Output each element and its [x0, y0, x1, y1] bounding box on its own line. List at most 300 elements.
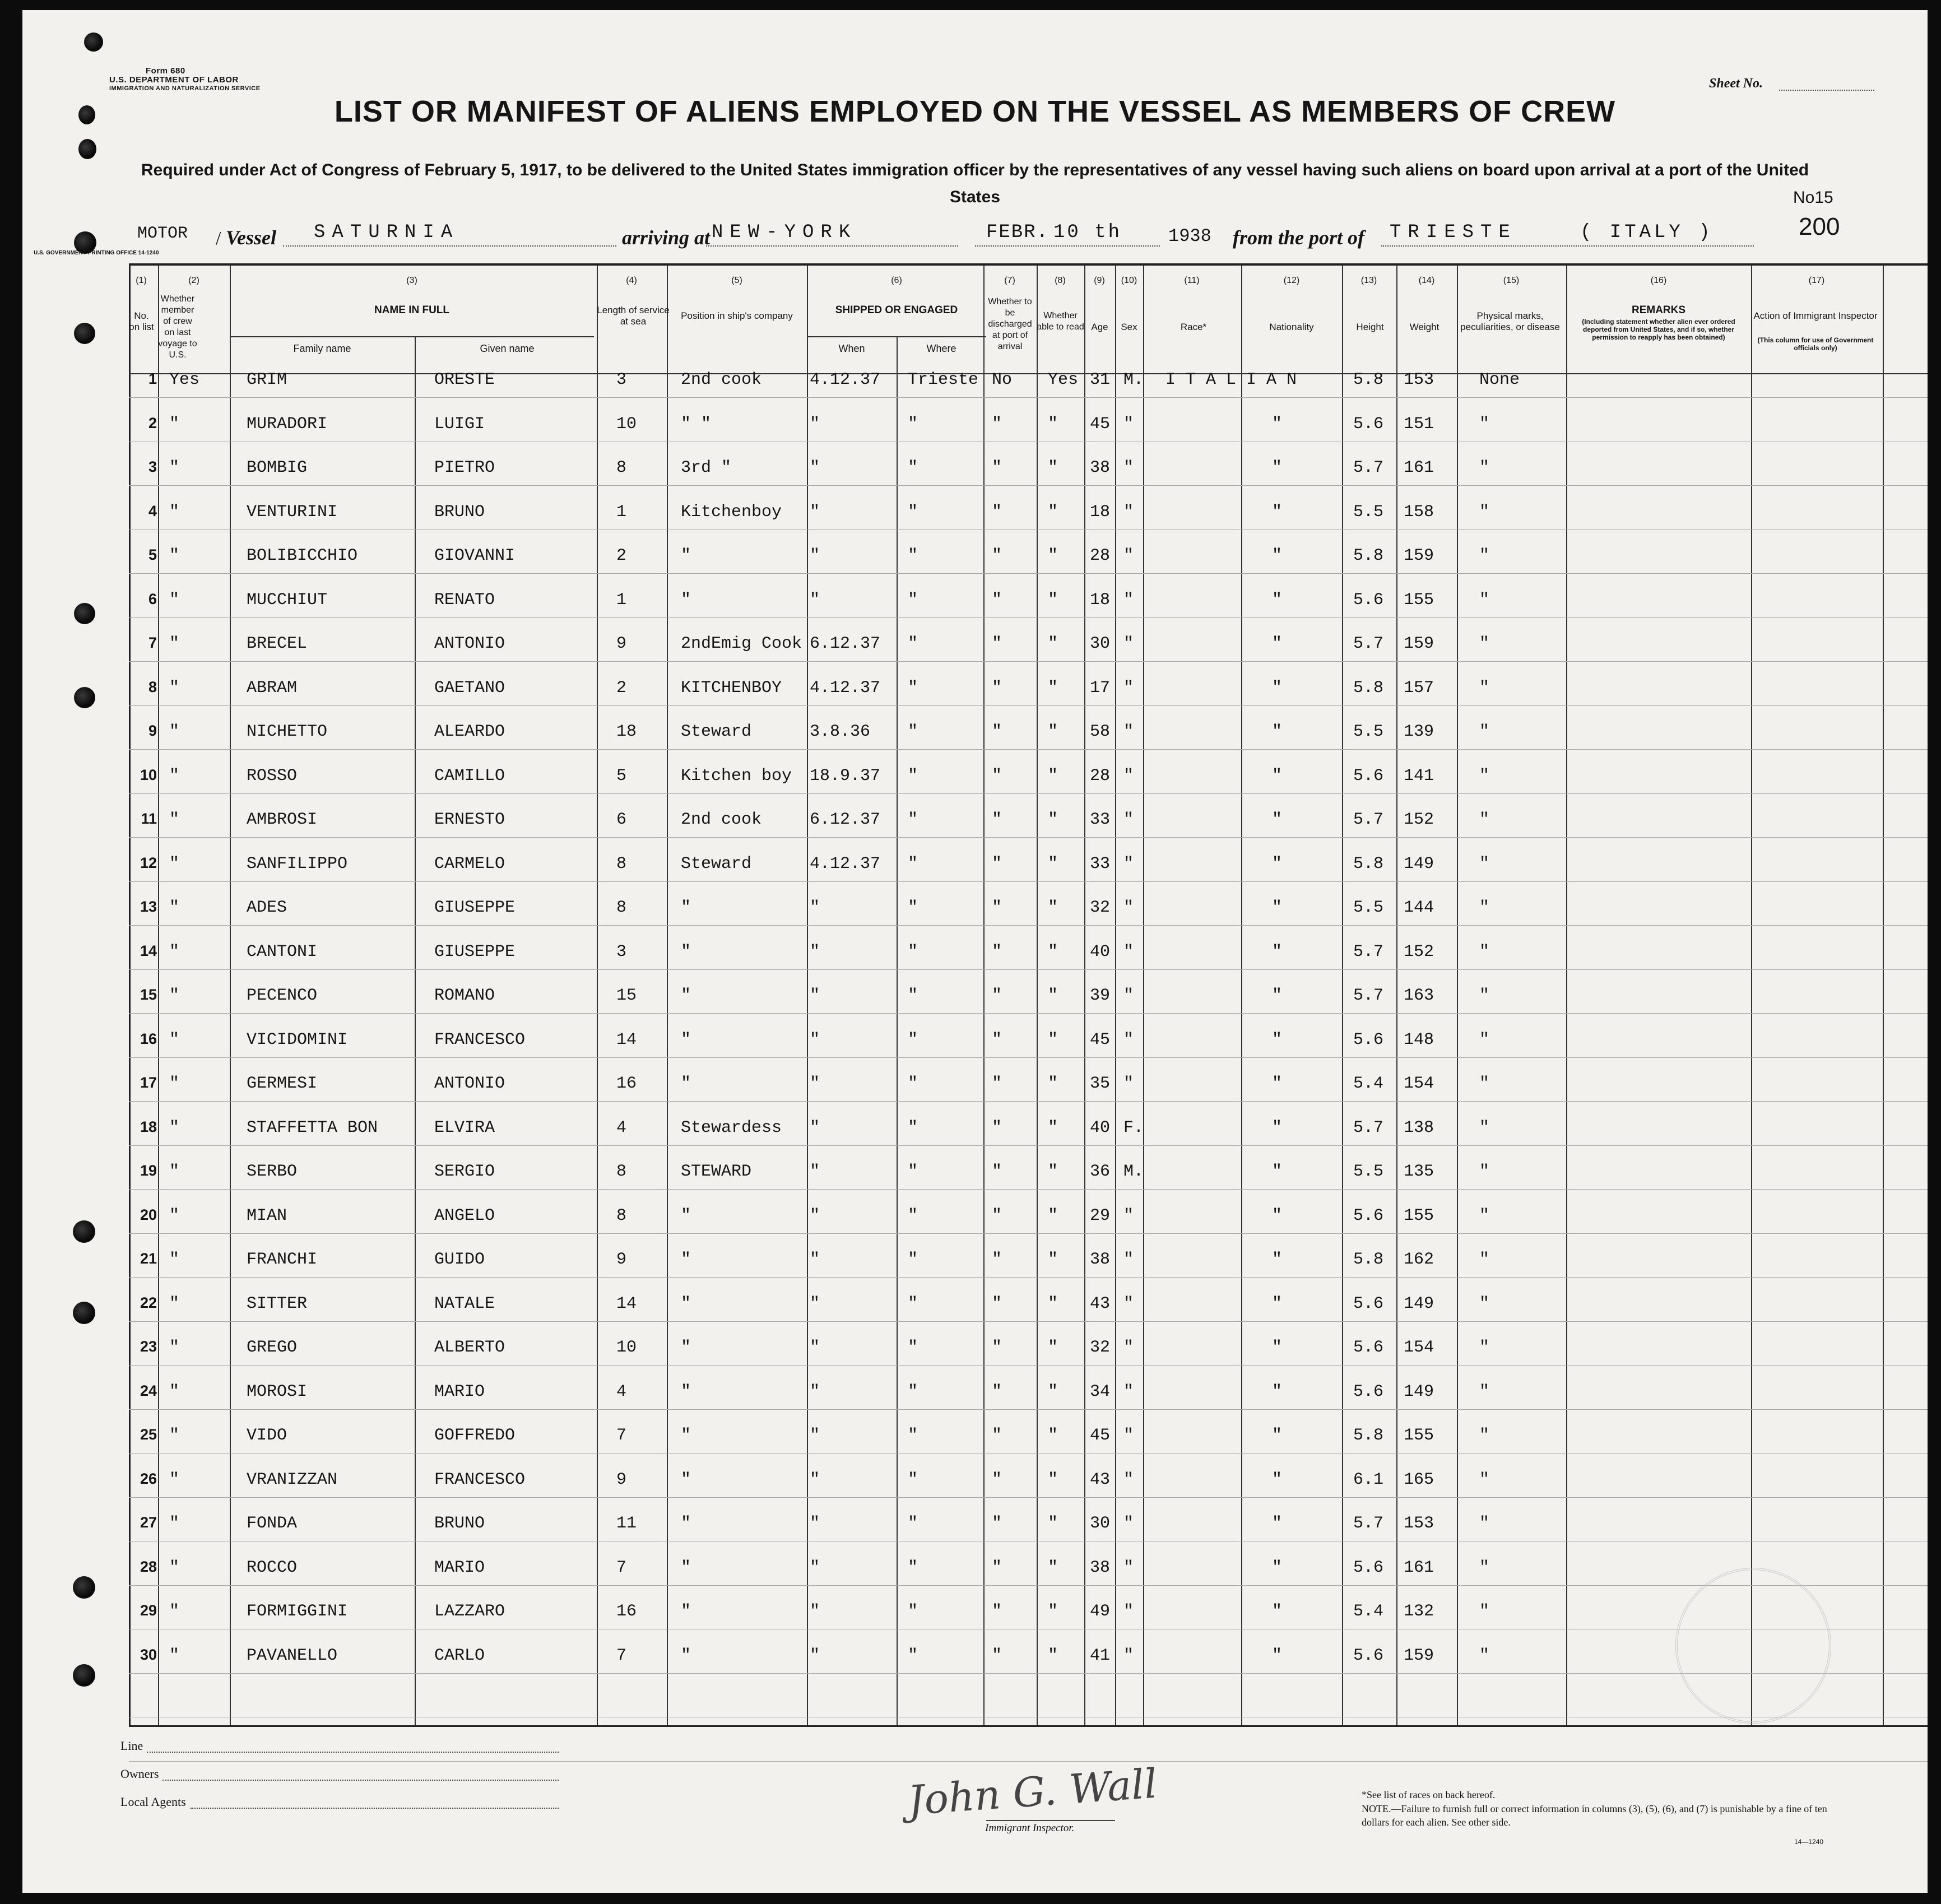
- cell-where: ": [908, 458, 918, 477]
- cell-weight: 158: [1404, 502, 1434, 522]
- cell-when: 6.12.37: [810, 634, 881, 653]
- cell-marks: ": [1479, 1382, 1490, 1401]
- cell-age: 41: [1090, 1646, 1111, 1665]
- sheet-number-label: Sheet No.: [1709, 76, 1763, 91]
- cell-where: Trieste: [908, 370, 979, 389]
- cell-when: ": [810, 898, 820, 917]
- cell-read: ": [1048, 546, 1058, 565]
- cell-marks: ": [1479, 1030, 1490, 1049]
- cell-when: 6.12.37: [810, 810, 881, 829]
- cell-marks: ": [1479, 590, 1490, 610]
- agents-field: [191, 1808, 559, 1809]
- cell-family: AMBROSI: [247, 810, 318, 829]
- cell-given: ERNESTO: [434, 810, 505, 829]
- cell-height: 5.7: [1353, 458, 1384, 477]
- cell-disch: ": [992, 1646, 1002, 1665]
- cell-height: 5.5: [1353, 898, 1384, 917]
- cell-svc: 16: [616, 1074, 637, 1093]
- cell-no: 14: [140, 942, 157, 959]
- cell-svc: 8: [616, 1162, 627, 1181]
- cell-marks: ": [1479, 986, 1490, 1005]
- cell-svc: 1: [616, 502, 627, 522]
- cell-prev: ": [169, 1162, 180, 1181]
- cell-family: ROSSO: [247, 766, 298, 786]
- cell-where: ": [908, 1470, 918, 1489]
- col3-header: NAME IN FULL: [374, 304, 450, 316]
- cell-nat: ": [1272, 722, 1283, 741]
- cell-pos: ": [681, 1426, 691, 1445]
- cell-when: 4.12.37: [810, 370, 881, 389]
- cell-height: 5.7: [1353, 1118, 1384, 1137]
- cell-svc: 14: [616, 1294, 637, 1313]
- cell-prev: ": [169, 458, 180, 477]
- cell-nat: ": [1272, 986, 1283, 1005]
- cell-read: ": [1048, 766, 1058, 786]
- cell-age: 45: [1090, 1030, 1111, 1049]
- cell-svc: 8: [616, 898, 627, 917]
- cell-prev: ": [169, 854, 180, 874]
- cell-disch: ": [992, 1470, 1002, 1489]
- cell-read: ": [1048, 1206, 1058, 1225]
- cell-sex: M.: [1123, 1162, 1144, 1181]
- cell-svc: 1: [616, 590, 627, 610]
- cell-svc: 18: [616, 722, 637, 741]
- cell-sex: ": [1123, 898, 1134, 917]
- row-rule: [129, 1233, 1928, 1234]
- cell-family: BOLIBICCHIO: [247, 546, 358, 565]
- cell-age: 30: [1090, 634, 1111, 653]
- cell-nat: ": [1272, 590, 1283, 610]
- cell-read: ": [1048, 502, 1058, 522]
- cell-disch: ": [992, 810, 1002, 829]
- cell-when: ": [810, 1602, 820, 1621]
- form-code: 14—1240: [1794, 1838, 1824, 1846]
- column-rule: [1084, 266, 1085, 1725]
- cell-read: ": [1048, 986, 1058, 1005]
- col17-header: Action of Immigrant Inspector: [1753, 310, 1878, 321]
- cell-age: 34: [1090, 1382, 1111, 1401]
- binder-hole: [73, 1664, 95, 1687]
- cell-nat: ": [1272, 1250, 1283, 1269]
- cell-read: ": [1048, 1646, 1058, 1665]
- inspector-signature: John G. Wall: [906, 1759, 1159, 1824]
- column-rule: [1342, 266, 1343, 1725]
- date-line: [975, 245, 1160, 247]
- cell-nat: ": [1272, 634, 1283, 653]
- cell-age: 40: [1090, 942, 1111, 962]
- cell-no: 12: [140, 854, 157, 871]
- vessel-name: SATURNIA: [314, 222, 459, 243]
- cell-prev: ": [169, 1602, 180, 1621]
- binder-hole: [73, 1576, 95, 1599]
- cell-family: PECENCO: [247, 986, 318, 1005]
- cell-read: ": [1048, 942, 1058, 962]
- cell-marks: ": [1479, 1338, 1490, 1357]
- row-rule: [129, 573, 1928, 574]
- cell-pos: Kitchenboy: [681, 502, 782, 522]
- cell-pos: ": [681, 942, 691, 962]
- cell-prev: ": [169, 1118, 180, 1137]
- cell-read: ": [1048, 898, 1058, 917]
- cell-where: ": [908, 810, 918, 829]
- column-number: (5): [731, 276, 742, 285]
- cell-where: ": [908, 942, 918, 962]
- cell-read: ": [1048, 854, 1058, 874]
- cell-weight: 148: [1404, 1030, 1434, 1049]
- cell-nat: ": [1272, 854, 1283, 874]
- cell-prev: ": [169, 898, 180, 917]
- cell-prev: ": [169, 1514, 180, 1533]
- cell-read: ": [1048, 1558, 1058, 1577]
- cell-disch: No: [992, 370, 1013, 389]
- col11-header: Race*: [1180, 322, 1207, 332]
- cell-nat: ": [1272, 766, 1283, 786]
- cell-pos: " ": [681, 414, 712, 434]
- cell-pos: ": [681, 1382, 691, 1401]
- cell-height: 5.6: [1353, 766, 1384, 786]
- cell-marks: ": [1479, 1426, 1490, 1445]
- column-number: (16): [1650, 276, 1667, 285]
- cell-family: STAFFETTA BON: [247, 1118, 378, 1137]
- cell-family: CANTONI: [247, 942, 318, 962]
- cell-marks: ": [1479, 1514, 1490, 1533]
- cell-read: ": [1048, 678, 1058, 698]
- header-divider: [129, 373, 1928, 374]
- cell-when: ": [810, 1118, 820, 1137]
- cell-no: 19: [140, 1162, 157, 1179]
- column-number: (6): [891, 276, 902, 285]
- cell-no: 30: [140, 1646, 157, 1663]
- cell-weight: 159: [1404, 634, 1434, 653]
- col15-header: Physical marks, peculiarities, or disease: [1460, 310, 1560, 332]
- cell-given: GOFFREDO: [434, 1426, 516, 1445]
- vessel-type: MOTOR: [137, 224, 188, 243]
- cell-disch: ": [992, 1558, 1002, 1577]
- cell-svc: 16: [616, 1602, 637, 1621]
- cell-nat: ": [1272, 458, 1283, 477]
- cell-marks: ": [1479, 942, 1490, 962]
- col14-header: Weight: [1409, 322, 1440, 332]
- cell-disch: ": [992, 634, 1002, 653]
- cell-read: ": [1048, 1426, 1058, 1445]
- cell-family: SITTER: [247, 1294, 308, 1313]
- cell-marks: ": [1479, 722, 1490, 741]
- cell-read: ": [1048, 1030, 1058, 1049]
- cell-weight: 139: [1404, 722, 1434, 741]
- cell-disch: ": [992, 1338, 1002, 1357]
- cell-disch: ": [992, 722, 1002, 741]
- cell-age: 31: [1090, 370, 1111, 389]
- cell-when: ": [810, 1470, 820, 1489]
- cell-pos: 3rd ": [681, 458, 732, 477]
- cell-when: ": [810, 414, 820, 434]
- cell-where: ": [908, 546, 918, 565]
- cell-where: ": [908, 1030, 918, 1049]
- department-name: U.S. DEPARTMENT OF LABOR: [109, 75, 239, 85]
- cell-marks: ": [1479, 1250, 1490, 1269]
- col13-header: Height: [1356, 322, 1384, 332]
- cell-weight: 149: [1404, 854, 1434, 874]
- cell-family: SERBO: [247, 1162, 298, 1181]
- cell-weight: 152: [1404, 942, 1434, 962]
- cell-prev: ": [169, 1558, 180, 1577]
- cell-where: ": [908, 722, 918, 741]
- cell-when: ": [810, 1382, 820, 1401]
- row-rule: [129, 1365, 1928, 1366]
- cell-where: ": [908, 1074, 918, 1093]
- cell-when: 4.12.37: [810, 854, 881, 874]
- cell-given: GIOVANNI: [434, 546, 516, 565]
- cell-family: MIAN: [247, 1206, 287, 1225]
- cell-svc: 3: [616, 370, 627, 389]
- cell-weight: 141: [1404, 766, 1434, 786]
- cell-pos: ": [681, 1514, 691, 1533]
- cell-no: 5: [148, 546, 157, 563]
- cell-given: CAMILLO: [434, 766, 505, 786]
- cell-given: ALBERTO: [434, 1338, 505, 1357]
- cell-read: ": [1048, 1602, 1058, 1621]
- cell-weight: 149: [1404, 1382, 1434, 1401]
- cell-no: 4: [148, 502, 157, 519]
- cell-svc: 8: [616, 458, 627, 477]
- owners-label: Owners: [120, 1767, 159, 1781]
- cell-weight: 161: [1404, 458, 1434, 477]
- cell-when: ": [810, 1338, 820, 1357]
- cell-svc: 2: [616, 546, 627, 565]
- cell-sex: ": [1123, 1646, 1134, 1665]
- cell-weight: 155: [1404, 590, 1434, 610]
- column-rule: [158, 266, 159, 1725]
- cell-svc: 7: [616, 1646, 627, 1665]
- cell-family: GRIM: [247, 370, 287, 389]
- cell-given: MARIO: [434, 1382, 485, 1401]
- cell-family: FRANCHI: [247, 1250, 318, 1269]
- cell-age: 39: [1090, 986, 1111, 1005]
- cell-when: ": [810, 590, 820, 610]
- cell-height: 5.8: [1353, 1250, 1384, 1269]
- cell-family: BOMBIG: [247, 458, 308, 477]
- col16-header: REMARKS: [1631, 304, 1686, 316]
- cell-weight: 165: [1404, 1470, 1434, 1489]
- cell-sex: ": [1123, 458, 1134, 477]
- cell-weight: 135: [1404, 1162, 1434, 1181]
- cell-weight: 152: [1404, 810, 1434, 829]
- cell-age: 32: [1090, 898, 1111, 917]
- arriving-port: NEW-YORK: [712, 222, 857, 243]
- cell-nat: ": [1272, 678, 1283, 698]
- col16-subheader: (Including statement whether alien ever ordered deported from United States, and if so, whether permission to reapply has been obtained): [1582, 318, 1735, 341]
- cell-age: 58: [1090, 722, 1111, 741]
- cell-given: ELVIRA: [434, 1118, 495, 1137]
- cell-sex: ": [1123, 942, 1134, 962]
- cell-marks: ": [1479, 1470, 1490, 1489]
- row-rule: [129, 1673, 1928, 1674]
- cell-weight: 163: [1404, 986, 1434, 1005]
- cell-family: MUCCHIUT: [247, 590, 328, 610]
- row-rule: [129, 793, 1928, 794]
- cell-where: ": [908, 1250, 918, 1269]
- arriving-label: arriving at: [622, 226, 711, 249]
- cell-family: VICIDOMINI: [247, 1030, 348, 1049]
- cell-marks: ": [1479, 634, 1490, 653]
- cell-age: 49: [1090, 1602, 1111, 1621]
- cell-no: 22: [140, 1294, 157, 1311]
- cell-disch: ": [992, 766, 1002, 786]
- cell-nat: ": [1272, 1426, 1283, 1445]
- cell-where: ": [908, 1646, 918, 1665]
- cell-family: SANFILIPPO: [247, 854, 348, 874]
- cell-height: 5.4: [1353, 1602, 1384, 1621]
- cell-svc: 5: [616, 766, 627, 786]
- cell-family: VRANIZZAN: [247, 1470, 338, 1489]
- cell-height: 5.8: [1353, 546, 1384, 565]
- column-number: (14): [1418, 276, 1435, 285]
- cell-given: LAZZARO: [434, 1602, 505, 1621]
- cell-where: ": [908, 414, 918, 434]
- cell-when: ": [810, 942, 820, 962]
- cell-height: 5.5: [1353, 722, 1384, 741]
- column-rule: [415, 336, 416, 1725]
- cell-svc: 14: [616, 1030, 637, 1049]
- cell-age: 38: [1090, 1250, 1111, 1269]
- column-rule: [1037, 266, 1038, 1725]
- cell-no: 1: [148, 370, 157, 387]
- cell-sex: ": [1123, 1514, 1134, 1533]
- cell-no: 16: [140, 1030, 157, 1047]
- column-rule: [667, 266, 668, 1725]
- cell-marks: ": [1479, 810, 1490, 829]
- cell-given: SERGIO: [434, 1162, 495, 1181]
- stamp-number: No15: [1793, 188, 1833, 207]
- line-label: Line: [120, 1739, 143, 1753]
- cell-height: 5.6: [1353, 1294, 1384, 1313]
- cell-given: CARLO: [434, 1646, 485, 1665]
- arrival-year: 1938: [1168, 226, 1211, 247]
- cell-marks: ": [1479, 546, 1490, 565]
- cell-no: 20: [140, 1206, 157, 1223]
- cell-sex: ": [1123, 1602, 1134, 1621]
- cell-marks: ": [1479, 1558, 1490, 1577]
- cell-given: GIUSEPPE: [434, 898, 516, 917]
- cell-no: 9: [148, 722, 157, 739]
- cell-disch: ": [992, 502, 1002, 522]
- owners-field: [162, 1780, 559, 1781]
- cell-pos: ": [681, 1030, 691, 1049]
- cell-disch: ": [992, 1118, 1002, 1137]
- cell-no: 26: [140, 1470, 157, 1487]
- cell-where: ": [908, 1382, 918, 1401]
- col5-header: Position in ship's company: [681, 310, 793, 321]
- column-number: (8): [1055, 276, 1066, 285]
- cell-family: ROCCO: [247, 1558, 298, 1577]
- binder-hole: [74, 323, 95, 344]
- cell-when: ": [810, 502, 820, 522]
- col6-subline: [807, 336, 986, 337]
- cell-svc: 9: [616, 1250, 627, 1269]
- cell-where: ": [908, 766, 918, 786]
- cell-prev: ": [169, 1294, 180, 1313]
- cell-sex: ": [1123, 1294, 1134, 1313]
- cell-prev: ": [169, 414, 180, 434]
- cell-prev: ": [169, 766, 180, 786]
- cell-pos: ": [681, 1470, 691, 1489]
- cell-height: 6.1: [1353, 1470, 1384, 1489]
- cell-height: 5.6: [1353, 1030, 1384, 1049]
- cell-given: GIUSEPPE: [434, 942, 516, 962]
- cell-age: 35: [1090, 1074, 1111, 1093]
- column-rule: [1115, 266, 1116, 1725]
- from-port: TRIESTE: [1390, 222, 1517, 243]
- cell-when: 3.8.36: [810, 722, 871, 741]
- cell-height: 5.4: [1353, 1074, 1384, 1093]
- column-number: (2): [188, 276, 199, 285]
- cell-sex: M.: [1123, 370, 1144, 389]
- cell-nat: ": [1272, 810, 1283, 829]
- cell-pos: 2ndEmig Cook: [681, 634, 802, 653]
- binder-hole: [73, 1302, 95, 1324]
- cell-read: ": [1048, 1382, 1058, 1401]
- col3-subline: [230, 336, 594, 337]
- cell-prev: ": [169, 1074, 180, 1093]
- cell-given: FRANCESCO: [434, 1470, 526, 1489]
- column-rule: [1883, 266, 1884, 1725]
- races-note: *See list of races on back hereof.: [1362, 1789, 1496, 1800]
- binder-hole: [74, 687, 95, 708]
- cell-sex: ": [1123, 1470, 1134, 1489]
- cell-no: 28: [140, 1558, 157, 1575]
- cell-no: 29: [140, 1602, 157, 1619]
- cell-disch: ": [992, 1162, 1002, 1181]
- cell-prev: ": [169, 942, 180, 962]
- cell-sex: ": [1123, 766, 1134, 786]
- cell-age: 40: [1090, 1118, 1111, 1137]
- cell-when: ": [810, 1162, 820, 1181]
- cell-sex: ": [1123, 546, 1134, 565]
- cell-height: 5.6: [1353, 1558, 1384, 1577]
- cell-nat: ": [1272, 1118, 1283, 1137]
- cell-pos: ": [681, 1338, 691, 1357]
- cell-read: ": [1048, 810, 1058, 829]
- cell-given: ROMANO: [434, 986, 495, 1005]
- sheet-number-field: [1779, 90, 1874, 91]
- cell-nat: ": [1272, 1206, 1283, 1225]
- row-rule: [129, 1585, 1928, 1586]
- cell-read: ": [1048, 1470, 1058, 1489]
- cell-weight: 159: [1404, 546, 1434, 565]
- cell-disch: ": [992, 1250, 1002, 1269]
- col3a-header: Family name: [293, 343, 351, 354]
- cell-prev: ": [169, 986, 180, 1005]
- cell-weight: 159: [1404, 1646, 1434, 1665]
- cell-marks: ": [1479, 1118, 1490, 1137]
- cell-nat: ": [1272, 942, 1283, 962]
- cell-age: 28: [1090, 546, 1111, 565]
- cell-weight: 132: [1404, 1602, 1434, 1621]
- column-number: (1): [136, 276, 147, 285]
- column-rule: [597, 266, 598, 1725]
- cell-read: ": [1048, 634, 1058, 653]
- cell-given: ALEARDO: [434, 722, 505, 741]
- column-number: (4): [626, 276, 637, 285]
- cell-when: 4.12.37: [810, 678, 881, 698]
- cell-prev: ": [169, 1646, 180, 1665]
- inspector-label: Immigrant Inspector.: [985, 1822, 1075, 1834]
- vessel-line: [283, 245, 616, 247]
- row-rule: [129, 1277, 1928, 1278]
- cell-disch: ": [992, 898, 1002, 917]
- cell-read: ": [1048, 1074, 1058, 1093]
- cell-age: 36: [1090, 1162, 1111, 1181]
